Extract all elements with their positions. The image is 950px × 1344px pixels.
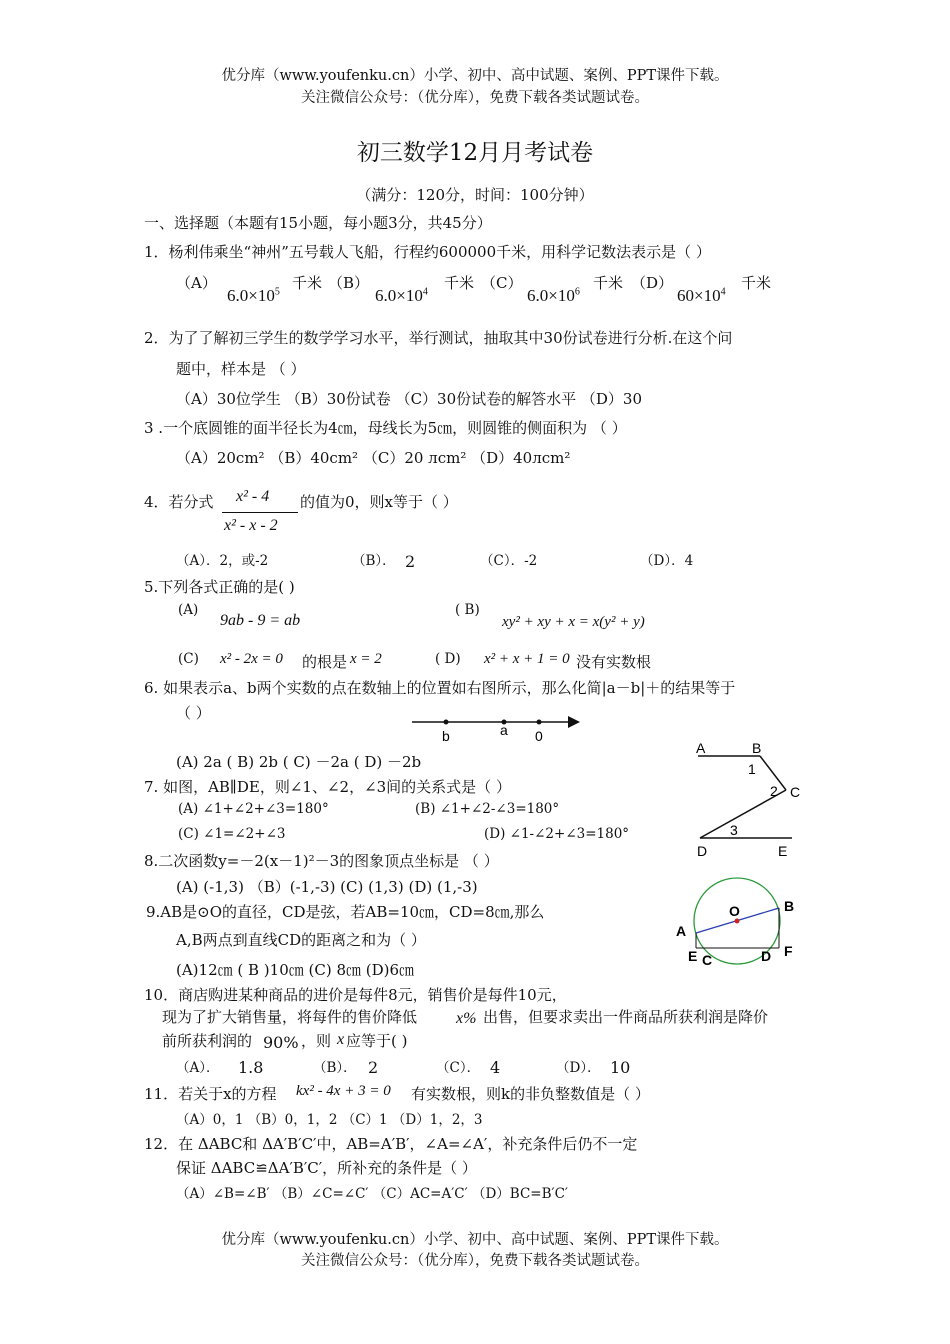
q10-x-percent: x% [456,1010,477,1027]
q10-stem-line-3a: 前所获利润的 [162,1032,253,1050]
fig9-label-o: O [729,903,740,919]
q5-option-b-label: ( B) [455,602,480,618]
q1-option-c-unit: 千米 [593,274,624,292]
exam-subtitle: （满分：120分，时间：100分钟） [356,186,594,204]
q5-option-d-label: ( D) [435,651,461,667]
footer-line-1: 优分库（www.youfenku.cn）小学、初中、高中试题、案例、PPT课件下载。 [221,1232,729,1248]
q10-x-variable: x [337,1031,345,1048]
fig7-label-b: B [752,740,762,756]
fig7-label-d: D [697,843,708,859]
fig9-label-a: A [676,923,687,939]
q10-option-b-value: 2 [368,1058,379,1077]
q10-option-d-value: 10 [610,1058,631,1077]
q4-option-d: （D）．4 [640,553,694,569]
q5-option-c-text: 的根是 [302,653,348,671]
q6-bracket: （ ） [176,704,211,722]
q5-option-b-expr: xy² + xy + x = x(y² + y) [502,614,645,630]
q12-stem-line-1: 12．在 ΔABC和 ΔA′B′C′中，AB=A′B′，∠A=∠A′，补充条件后仍不一定 [144,1135,638,1153]
number-line-arrow [568,716,580,728]
q4-denominator: x² - x - 2 [224,517,278,534]
q1-option-d-expr: $60\times 10^4$ [677,286,726,305]
parallel-lines-figure [688,736,808,866]
q4-numerator: x² - 4 [236,488,270,505]
q10-stem-line-2a: 现为了扩大销售量，将每件的售价降低 [162,1008,418,1026]
q2-options: （A）30位学生 （B）30份试卷 （C）30份试卷的解答水平 （D）30 [176,390,643,408]
q3-stem: 3 .一个底圆锥的面半径长为4㎝，母线长为5㎝，则圆锥的侧面积为 （ ） [144,419,627,437]
q4-stem-a: 4．若分式 [144,493,214,511]
header-line-2: 关注微信公众号：（优分库），免费下载各类试题试卷。 [301,90,649,106]
q10-ninety-percent: 90% [263,1033,299,1052]
q5-option-c-label: (C) [178,651,199,667]
q1-option-a-unit: 千米 [292,274,323,292]
q10-option-b-label: （B）． [313,1060,357,1076]
q4-fraction-bar [222,512,298,513]
q10-option-a-value: 1.8 [238,1058,264,1077]
q2-stem-line-2: 题中，样本是 （ ） [176,360,306,378]
point-0-dot [537,720,542,725]
q9-stem-line-1: 9.AB是⊙O的直径，CD是弦，若AB=10㎝，CD=8㎝,那么 [146,903,545,921]
q11-options: （A）0，1 （B）0，1，2 （C）1 （D）1，2，3 [176,1112,483,1128]
q4-option-b-value: 2 [405,552,416,571]
q5-option-c-expr2: x = 2 [350,651,382,667]
q1-option-c-label: （C） [481,274,523,292]
fig7-label-a: A [696,740,706,756]
q5-option-d-expr: x² + x + 1 = 0 [484,651,570,667]
q7-option-b: (B) ∠1+∠2-∠3=180° [415,801,560,817]
fig9-label-d: D [761,948,772,964]
fig9-label-e: E [688,948,698,964]
q4-stem-b: 的值为0，则x等于（ ） [300,493,458,511]
number-line-label-0: 0 [535,728,543,744]
q1-option-a-label: （A） [176,274,217,292]
q10-stem-line-2b: 出售，但要求卖出一件商品所获利润是降价 [483,1008,769,1026]
q10-stem-line-1: 10．商店购进某种商品的进价是每件8元，销售价是每件10元， [144,986,567,1004]
q9-options: (A)12㎝ ( B )10㎝ (C) 8㎝ (D)6㎝ [176,961,415,979]
q5-option-c-expr: x² - 2x = 0 [220,651,283,667]
q10-option-c-value: 4 [490,1058,501,1077]
circle-figure [672,872,802,972]
q7-option-c: (C) ∠1=∠2+∠3 [178,826,286,842]
number-line-label-b: b [442,728,450,744]
fig9-label-b: B [784,898,795,914]
q1-option-d-label: （D） [631,274,674,292]
q4-option-b-label: （B）． [352,553,396,569]
q6-stem: 6. 如果表示a、b两个实数的点在数轴上的位置如右图所示，那么化简|a－b|＋的结果等于 [144,679,736,697]
q11-equation: kx² - 4x + 3 = 0 [296,1083,391,1099]
q12-stem-line-2: 保证 ΔABC≌ΔA′B′C′，所补充的条件是（ ） [176,1159,477,1177]
q10-option-c-label: （C）． [436,1060,481,1076]
q1-option-a-expr: $6.0\times 10^5$ [227,286,280,305]
fig7-label-c: C [790,784,801,800]
q8-stem: 8.二次函数y=－2(x－1)²－3的图象顶点坐标是 （ ） [144,852,499,870]
q1-option-d-unit: 千米 [741,274,772,292]
q1-option-c-expr: $6.0\times 10^6$ [527,286,580,305]
q10-stem-line-3b: ，则 [301,1032,332,1050]
q6-options: (A) 2a ( B) 2b ( C) －2a ( D) －2b [176,753,422,771]
q2-stem-line-1: 2．为了了解初三学生的数学学习水平，举行测试，抽取其中30份试卷进行分析.在这个问 [144,329,733,347]
q4-option-c: （C）．-2 [480,553,538,569]
q1-option-b-expr: $6.0\times 10^4$ [375,286,428,305]
footer-line-2: 关注微信公众号：（优分库），免费下载各类试题试卷。 [301,1253,649,1269]
q5-option-a-expr: 9ab - 9 = ab [220,612,301,629]
q10-stem-line-3c: 应等于( ) [346,1032,408,1050]
q1-option-b-label: （B） [328,274,370,292]
fig7-angle-3: 3 [730,822,738,838]
q7-stem: 7. 如图，AB∥DE，则∠1、∠2，∠3间的关系式是（ ） [144,778,511,796]
fig7-angle-1: 1 [748,761,756,777]
q7-option-d: (D) ∠1-∠2+∠3=180° [484,826,630,842]
number-line-label-a: a [500,722,508,738]
center-dot [735,919,740,924]
section-heading: 一、选择题（本题有15小题，每小题3分，共45分） [144,214,492,232]
q12-options: （A）∠B=∠B′ （B）∠C=∠C′ （C）AC=A′C′ （D）BC=B′C′ [176,1186,568,1202]
number-line-figure [408,710,588,746]
q7-option-a: (A) ∠1+∠2+∠3=180° [178,801,329,817]
fig9-label-f: F [784,943,793,959]
q5-stem: 5.下列各式正确的是( ) [144,578,295,596]
fig7-label-e: E [778,843,788,859]
header-line-1: 优分库（www.youfenku.cn）小学、初中、高中试题、案例、PPT课件下载。 [221,68,729,84]
q5-option-a-label: (A) [178,602,199,618]
q4-option-a: （A）．2，或-2 [176,553,269,569]
q1-stem: 1．杨利伟乘坐“神州”五号载人飞船，行程约600000千米，用科学记数法表示是（ ） [144,243,711,261]
q11-stem-b: 有实数根，则k的非负整数值是（ ） [411,1085,650,1103]
q11-stem-a: 11．若关于x的方程 [144,1085,277,1103]
q1-option-b-unit: 千米 [444,274,475,292]
fig7-angle-2: 2 [770,783,778,799]
q10-option-d-label: （D）． [556,1060,601,1076]
q8-options: (A) (-1,3) （B）(-1,-3) (C) (1,3) (D) (1,-3) [176,878,478,896]
q3-options: （A）20cm² （B）40cm² （C）20 лcm² （D）40лcm² [176,449,571,467]
fig9-label-c: C [702,952,713,968]
exam-title: 初三数学12月月考试卷 [356,140,594,166]
q5-option-d-text: 没有实数根 [576,653,652,671]
q9-stem-line-2: A,B两点到直线CD的距离之和为（ ） [176,931,426,949]
point-b-dot [444,720,449,725]
q10-option-a-label: （A）． [176,1060,220,1076]
